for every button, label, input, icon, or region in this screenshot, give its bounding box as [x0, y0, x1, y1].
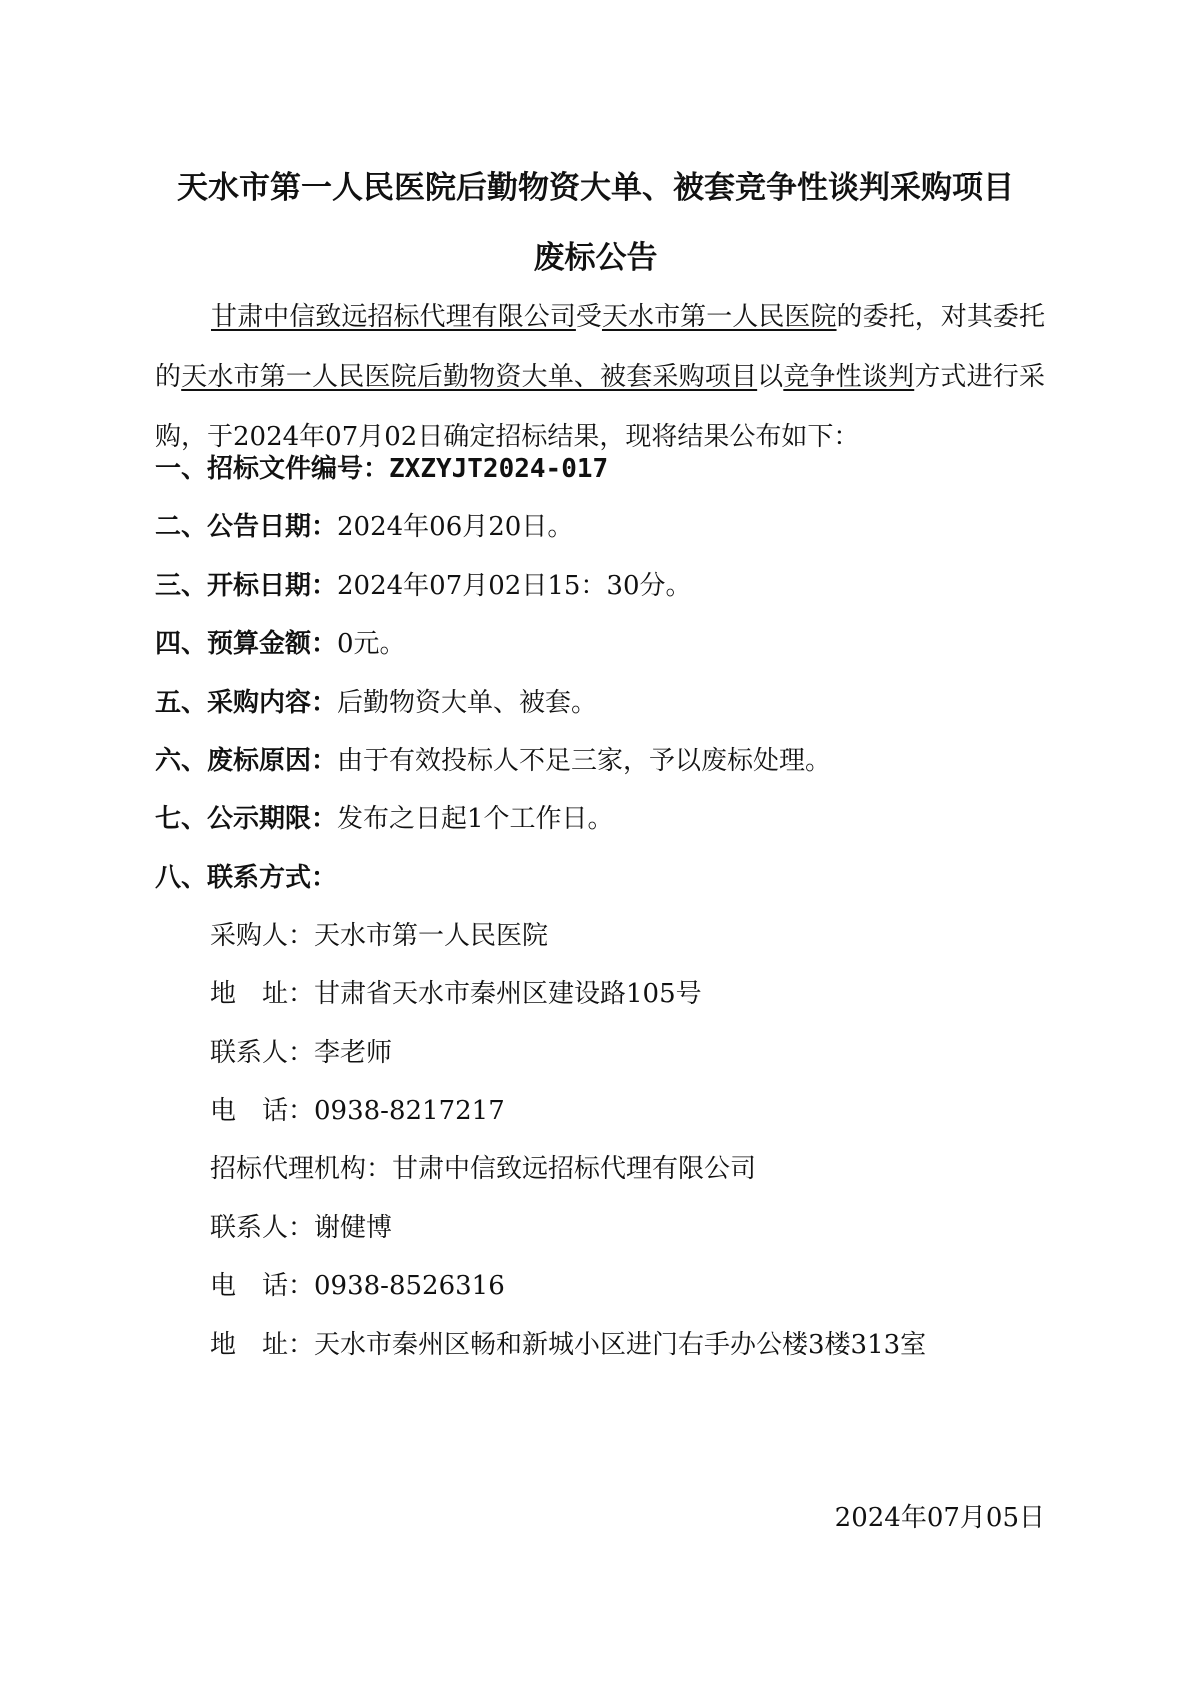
section-value: 发布之日起1个工作日。	[337, 804, 614, 834]
section-label: 一、招标文件编号：	[155, 454, 390, 484]
section-value: ZXZYJT2024-017	[389, 454, 609, 484]
contact-agency-phone: 电 话：0938-8526316	[210, 1271, 505, 1301]
section-contact	[155, 860, 337, 896]
intro-text-1: 受	[575, 302, 602, 332]
purchaser-name: 天水市第一人民医院	[601, 302, 837, 332]
section-label: 三、开标日期：	[155, 571, 338, 601]
intro-text-4: 方式进行采购，于2024年07月02日确定招标结果，现将结果公布如下：	[155, 362, 1045, 452]
section-tender-number	[155, 451, 608, 487]
intro-text-2: 的委托，对其委托的	[155, 302, 1045, 392]
section-announce-date	[155, 509, 573, 545]
contact-agency: 招标代理机构：甘肃中信致远招标代理有限公司	[210, 1154, 757, 1184]
intro-paragraph	[155, 287, 1045, 467]
section-label: 八、联系方式：	[155, 863, 338, 893]
contact-agency-person: 联系人：谢健博	[210, 1213, 393, 1243]
section-budget	[155, 626, 406, 662]
section-value: 2024年07月02日15：30分。	[337, 571, 692, 601]
section-value: 2024年06月20日。	[337, 512, 574, 542]
section-label: 五、采购内容：	[155, 688, 338, 718]
section-label: 七、公示期限：	[155, 804, 338, 834]
contact-purchaser: 采购人：天水市第一人民医院	[210, 921, 549, 951]
section-value: 由于有效投标人不足三家，予以废标处理。	[337, 746, 832, 776]
section-opening-date	[155, 568, 692, 604]
contact-purchaser-phone: 电 话：0938-8217217	[210, 1096, 505, 1126]
section-value: 后勤物资大单、被套。	[337, 688, 598, 718]
section-label: 六、废标原因：	[155, 746, 338, 776]
contact-purchaser-address: 地 址：甘肃省天水市秦州区建设路105号	[210, 979, 702, 1009]
project-name: 天水市第一人民医院后勤物资大单、被套采购项目	[181, 362, 758, 392]
document-subtitle: 废标公告	[533, 240, 658, 276]
contact-agency-address: 地 址：天水市秦州区畅和新城小区进门右手办公楼3楼313室	[210, 1330, 927, 1360]
procurement-method: 竞争性谈判	[783, 362, 915, 392]
section-value: 0元。	[337, 629, 406, 659]
agency-name: 甘肃中信致远招标代理有限公司	[211, 302, 576, 332]
section-label: 四、预算金额：	[155, 629, 338, 659]
section-content	[155, 685, 597, 721]
document-title: 天水市第一人民医院后勤物资大单、被套竞争性谈判采购项目	[177, 170, 1014, 206]
section-reason	[155, 743, 831, 779]
intro-text-3: 以	[757, 362, 784, 392]
contact-purchaser-person: 联系人：李老师	[210, 1038, 393, 1068]
publish-date: 2024年07月05日	[834, 1503, 1045, 1533]
section-period	[155, 801, 614, 837]
section-label: 二、公告日期：	[155, 512, 338, 542]
